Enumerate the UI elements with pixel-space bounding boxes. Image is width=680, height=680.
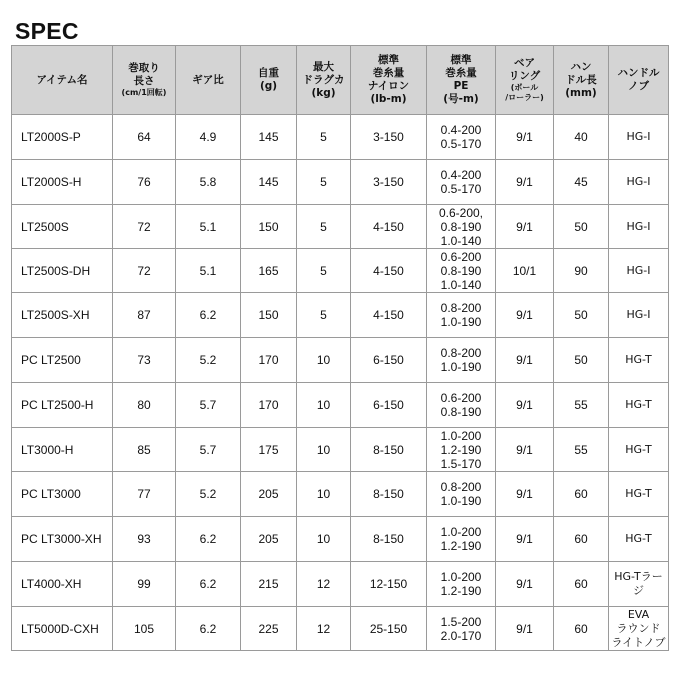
cell-max-drag: 10 bbox=[297, 517, 351, 562]
cell-max-drag: 5 bbox=[297, 160, 351, 205]
cell-retrieve: 64 bbox=[113, 115, 176, 160]
cell-item-name: PC LT2500-H bbox=[12, 383, 113, 428]
table-row bbox=[12, 428, 669, 472]
cell-handle-knob: HG-T bbox=[609, 428, 669, 472]
cell-handle-length: 90 bbox=[554, 249, 609, 293]
cell-handle-knob: HG-I bbox=[609, 293, 669, 338]
cell-weight: 170 bbox=[241, 338, 297, 383]
cell-pe: 0.8-200 1.0-190 bbox=[427, 293, 496, 338]
cell-handle-length: 60 bbox=[554, 472, 609, 517]
cell-pe: 1.0-200 1.2-190 bbox=[427, 562, 496, 607]
cell-nylon: 25-150 bbox=[351, 607, 427, 651]
cell-gear-ratio: 5.7 bbox=[176, 428, 241, 472]
cell-gear-ratio: 5.1 bbox=[176, 205, 241, 249]
cell-handle-length: 55 bbox=[554, 428, 609, 472]
header-handle-knob: ハンドル ノブ bbox=[609, 46, 669, 115]
cell-max-drag: 5 bbox=[297, 293, 351, 338]
cell-nylon: 4-150 bbox=[351, 205, 427, 249]
cell-weight: 165 bbox=[241, 249, 297, 293]
cell-bearing: 9/1 bbox=[496, 160, 554, 205]
cell-gear-ratio: 5.8 bbox=[176, 160, 241, 205]
cell-bearing: 9/1 bbox=[496, 293, 554, 338]
cell-handle-knob: HG-I bbox=[609, 115, 669, 160]
cell-handle-length: 50 bbox=[554, 205, 609, 249]
cell-nylon: 8-150 bbox=[351, 517, 427, 562]
cell-item-name: LT2000S-P bbox=[12, 115, 113, 160]
cell-gear-ratio: 6.2 bbox=[176, 562, 241, 607]
cell-item-name: LT2500S-XH bbox=[12, 293, 113, 338]
cell-bearing: 9/1 bbox=[496, 517, 554, 562]
cell-pe: 0.8-200 1.0-190 bbox=[427, 338, 496, 383]
cell-handle-knob: HG-T bbox=[609, 472, 669, 517]
cell-nylon: 3-150 bbox=[351, 115, 427, 160]
cell-nylon: 12-150 bbox=[351, 562, 427, 607]
cell-bearing: 9/1 bbox=[496, 338, 554, 383]
cell-pe: 1.5-200 2.0-170 bbox=[427, 607, 496, 651]
cell-weight: 205 bbox=[241, 472, 297, 517]
cell-retrieve: 93 bbox=[113, 517, 176, 562]
cell-retrieve: 77 bbox=[113, 472, 176, 517]
cell-handle-length: 40 bbox=[554, 115, 609, 160]
cell-weight: 215 bbox=[241, 562, 297, 607]
cell-nylon: 6-150 bbox=[351, 338, 427, 383]
cell-item-name: PC LT3000 bbox=[12, 472, 113, 517]
cell-handle-knob: HG-T bbox=[609, 517, 669, 562]
cell-nylon: 6-150 bbox=[351, 383, 427, 428]
cell-handle-knob: EVA ラウンド ライトノブ bbox=[609, 607, 669, 651]
cell-handle-length: 50 bbox=[554, 338, 609, 383]
cell-max-drag: 5 bbox=[297, 115, 351, 160]
cell-nylon: 8-150 bbox=[351, 472, 427, 517]
cell-max-drag: 5 bbox=[297, 205, 351, 249]
cell-item-name: LT4000-XH bbox=[12, 562, 113, 607]
table-row bbox=[12, 562, 669, 607]
cell-gear-ratio: 5.2 bbox=[176, 338, 241, 383]
cell-pe: 0.6-200 0.8-190 1.0-140 bbox=[427, 249, 496, 293]
table-row bbox=[12, 115, 669, 160]
table-row bbox=[12, 293, 669, 338]
cell-item-name: PC LT3000-XH bbox=[12, 517, 113, 562]
cell-handle-knob: HG-T bbox=[609, 383, 669, 428]
table-row bbox=[12, 472, 669, 517]
cell-handle-length: 50 bbox=[554, 293, 609, 338]
cell-item-name: LT5000D-CXH bbox=[12, 607, 113, 651]
cell-retrieve: 72 bbox=[113, 205, 176, 249]
cell-bearing: 9/1 bbox=[496, 205, 554, 249]
cell-max-drag: 10 bbox=[297, 383, 351, 428]
cell-bearing: 9/1 bbox=[496, 607, 554, 651]
cell-bearing: 9/1 bbox=[496, 383, 554, 428]
cell-max-drag: 5 bbox=[297, 249, 351, 293]
cell-pe: 1.0-200 1.2-190 1.5-170 bbox=[427, 428, 496, 472]
table-row bbox=[12, 607, 669, 651]
header-row bbox=[12, 46, 669, 115]
cell-nylon: 3-150 bbox=[351, 160, 427, 205]
cell-weight: 145 bbox=[241, 160, 297, 205]
table-row bbox=[12, 383, 669, 428]
cell-handle-knob: HG-Tラー ジ bbox=[609, 562, 669, 607]
cell-gear-ratio: 4.9 bbox=[176, 115, 241, 160]
cell-max-drag: 12 bbox=[297, 562, 351, 607]
cell-handle-knob: HG-I bbox=[609, 160, 669, 205]
cell-gear-ratio: 6.2 bbox=[176, 293, 241, 338]
cell-max-drag: 10 bbox=[297, 472, 351, 517]
cell-weight: 170 bbox=[241, 383, 297, 428]
cell-weight: 145 bbox=[241, 115, 297, 160]
cell-handle-length: 55 bbox=[554, 383, 609, 428]
cell-retrieve: 99 bbox=[113, 562, 176, 607]
table-row bbox=[12, 249, 669, 293]
cell-pe: 1.0-200 1.2-190 bbox=[427, 517, 496, 562]
cell-item-name: LT2000S-H bbox=[12, 160, 113, 205]
header-gear-ratio: ギア比 bbox=[176, 46, 241, 115]
cell-weight: 150 bbox=[241, 293, 297, 338]
cell-gear-ratio: 5.2 bbox=[176, 472, 241, 517]
cell-gear-ratio: 6.2 bbox=[176, 517, 241, 562]
cell-gear-ratio: 5.1 bbox=[176, 249, 241, 293]
cell-handle-knob: HG-T bbox=[609, 338, 669, 383]
cell-handle-knob: HG-I bbox=[609, 249, 669, 293]
table-row bbox=[12, 205, 669, 249]
cell-pe: 0.6-200 0.8-190 bbox=[427, 383, 496, 428]
cell-pe: 0.6-200, 0.8-190 1.0-140 bbox=[427, 205, 496, 249]
table-row bbox=[12, 160, 669, 205]
cell-pe: 0.8-200 1.0-190 bbox=[427, 472, 496, 517]
cell-weight: 175 bbox=[241, 428, 297, 472]
header-pe: 標準 巻糸量 PE (号-m) bbox=[427, 46, 496, 115]
header-max-drag: 最大 ドラグカ (kg) bbox=[297, 46, 351, 115]
cell-weight: 150 bbox=[241, 205, 297, 249]
header-weight: 自重 (g) bbox=[241, 46, 297, 115]
cell-handle-length: 60 bbox=[554, 517, 609, 562]
cell-max-drag: 12 bbox=[297, 607, 351, 651]
cell-gear-ratio: 5.7 bbox=[176, 383, 241, 428]
cell-retrieve: 87 bbox=[113, 293, 176, 338]
cell-max-drag: 10 bbox=[297, 338, 351, 383]
cell-retrieve: 105 bbox=[113, 607, 176, 651]
cell-item-name: LT2500S-DH bbox=[12, 249, 113, 293]
cell-pe: 0.4-200 0.5-170 bbox=[427, 160, 496, 205]
header-bearing: ベア リング (ボール /ローラー) bbox=[496, 46, 554, 115]
header-retrieve: 巻取り 長さ (cm/1回転) bbox=[113, 46, 176, 115]
cell-item-name: LT2500S bbox=[12, 205, 113, 249]
header-handle-length: ハン ドル長 (mm) bbox=[554, 46, 609, 115]
cell-bearing: 9/1 bbox=[496, 562, 554, 607]
table-row bbox=[12, 517, 669, 562]
cell-bearing: 10/1 bbox=[496, 249, 554, 293]
table-row bbox=[12, 338, 669, 383]
cell-bearing: 9/1 bbox=[496, 115, 554, 160]
cell-nylon: 8-150 bbox=[351, 428, 427, 472]
cell-weight: 205 bbox=[241, 517, 297, 562]
cell-retrieve: 73 bbox=[113, 338, 176, 383]
cell-handle-knob: HG-I bbox=[609, 205, 669, 249]
spec-table bbox=[11, 45, 669, 651]
page-title: SPEC bbox=[15, 18, 79, 44]
cell-retrieve: 76 bbox=[113, 160, 176, 205]
cell-handle-length: 60 bbox=[554, 607, 609, 651]
cell-bearing: 9/1 bbox=[496, 472, 554, 517]
cell-handle-length: 45 bbox=[554, 160, 609, 205]
header-item-name: アイテム名 bbox=[12, 46, 113, 115]
cell-nylon: 4-150 bbox=[351, 293, 427, 338]
cell-retrieve: 72 bbox=[113, 249, 176, 293]
cell-weight: 225 bbox=[241, 607, 297, 651]
cell-nylon: 4-150 bbox=[351, 249, 427, 293]
header-nylon: 標準 巻糸量 ナイロン (lb-m) bbox=[351, 46, 427, 115]
cell-item-name: LT3000-H bbox=[12, 428, 113, 472]
cell-max-drag: 10 bbox=[297, 428, 351, 472]
cell-bearing: 9/1 bbox=[496, 428, 554, 472]
cell-handle-length: 60 bbox=[554, 562, 609, 607]
cell-retrieve: 80 bbox=[113, 383, 176, 428]
cell-gear-ratio: 6.2 bbox=[176, 607, 241, 651]
cell-item-name: PC LT2500 bbox=[12, 338, 113, 383]
cell-retrieve: 85 bbox=[113, 428, 176, 472]
cell-pe: 0.4-200 0.5-170 bbox=[427, 115, 496, 160]
